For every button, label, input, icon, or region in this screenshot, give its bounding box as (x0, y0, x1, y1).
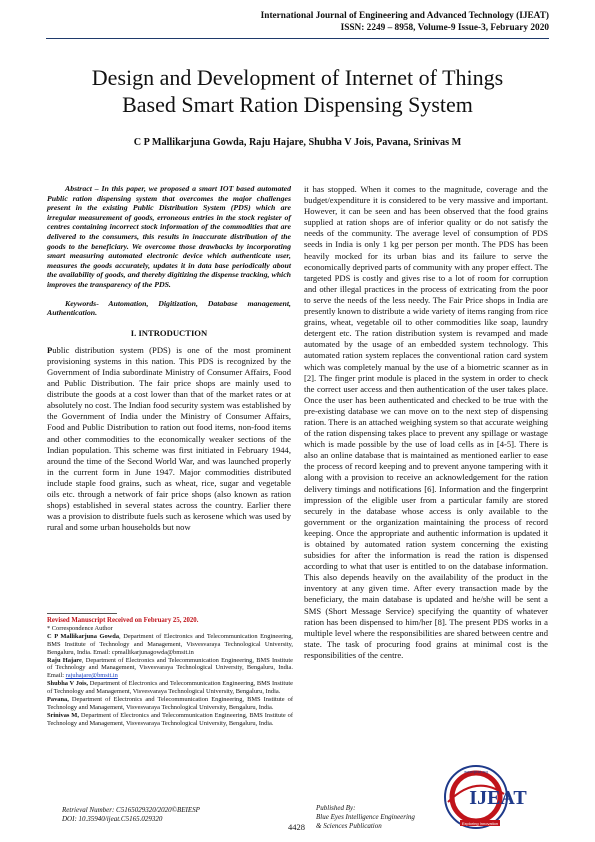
author-affiliation-5: Srinivas M, Department of Electronics and Telecommunication Engineering, BMS Institute of Technology and Management, Visvesvaraya Technological University, Bengaluru, India. (47, 711, 293, 727)
left-column (47, 184, 291, 533)
revised-date: Revised Manuscript Received on February 25, 2020. (47, 617, 199, 624)
svg-text:IJEAT: IJEAT (469, 787, 527, 809)
journal-name: International Journal of Engineering and Advanced Technology (IJEAT) (260, 11, 549, 21)
publisher-name: Blue Eyes Intelligence Engineering (316, 813, 415, 821)
publisher-name-2: & Sciences Publication (316, 822, 382, 830)
correspondence-note: * Correspondence Author (47, 624, 113, 632)
journal-issn: ISSN: 2249 – 8958, Volume-9 Issue-3, February 2020 (340, 23, 549, 33)
footnote-block (47, 617, 293, 728)
paper-title (46, 64, 549, 118)
author-affiliation-1: C P Mallikarjuna Gowda, Department of Electronics and Telecommunication Engineering, BMS Institute of Technology and Management, Visvesvaraya Technological University, Bengaluru, India. Email: cpmallikarjunagowda@bmsit.in (47, 632, 293, 656)
abstract: Abstract – In this paper, we proposed a smart IOT based automated Public ration dispensing system that overcomes the major challenges present in the existing Public Distribution System (PDS) which are irregular measurement of goods, erroneous entries in the stock register of centres containing incorrect stock information of the commodities that are delivered to the consumers, this results in inaccurate distribution of the goods to the beneficiary. We overcome those drawbacks by incorporating smart measuring automated electronic device which authenticate user, measures the goods accurately, updates it in data base periodically about the availability of goods, and thereby digitizing the dispense tracking, which improves the transparency of the PDS. (47, 184, 291, 289)
footnote-rule (47, 613, 117, 614)
author-affiliation-2: Raju Hajare, Department of Electronics and Telecommunication Engineering, BMS Institute of Technology and Management, Visvesvaraya Technological University, Bengaluru, India. Email: rajuhajare@bmsit.in (47, 656, 293, 680)
intro-paragraph-right: it has stopped. When it comes to the magnitude, coverage and the budget/expenditure it is considered to be very massive and important. However, it can be seen and has been observed that the food grains supplied at ration shops are of inferior quality or do not satisfy the needs of the community. The average level of consumption of PDS seeds in India is only 1 kg per person per month. The PDS has been heavily mocked for its urban bias and its failure to serve the economically deprived parts of community with any proper effect. The targeted PDS is costly and gives rise to a lot of room for corruption and other illegal practices in the process of extricating from the poor to serve the needs of the less needy. The Fair Price shops in India are presently known to distribute a wide variety of items ranging from rice grains, wheat, vegetable oil to other commodities like soap, laundry detergent etc. The ration distribution system is revamped and made automated by the usage of an embedded system technology. This automated ration system replaces the conventional ration card system which was completely manual by the use of a biometric scanner as in [2]. The finger print module is placed in the system in order to check the correct user access and then authentication of the user takes place. Once the user has been authenticated and checked to be true with the pre-existing database we can move on to the next step of dispensing ration. There is an attached weighing system so that accurate weighing of the ration dispensing takes place to prevent any spillage or wastage which is made possible by the use of load cells as in [4-5]. There is also an online database that is maintained as mentioned earlier to ease the process of record keeping and to prevent anyone tampering with it along with a provision to receive an acknowledgement for the ration delivery timings and notifications [6]. Information and the fingerprint impression of the eligible user from a particular family are stored securely in the database whose access is only available to the government or the organization maintaining the process of record keeping. Once the appropriate and authentic information is updated it is obtained by automated ration system concerning the existing subsidies for after the information is read the ration is dispensed according to what that user is entitled to on the database information. This also depends heavily on the availability of the product in the inventory at any given time. After every transaction made by the beneficiary, the main database is updated and he/she will be sent a SMS (Short Message Service) specifying the quantity of whatever ration has been dispensed to him/her [8]. The present PDS works in a multiple level where the responsibilities are shared between centre and state. The task of procuring food grains at minimal cost is the responsibilities of the centre. (304, 184, 548, 660)
keywords: Keywords- Automation, Digitization, Database management, Authentication. (47, 298, 291, 318)
publisher-label: Published By: (316, 804, 356, 812)
footer-publisher (316, 804, 415, 831)
author-affiliation-4: Pavana, Department of Electronics and Telecommunication Engineering, BMS Institute of Technology and Management, Visvesvaraya Technological University, Bengaluru, India. (47, 696, 293, 711)
author-affiliation-3: Shubha V Jois, Department of Electronics and Telecommunication Engineering, BMS Institute of Technology and Management, Visvesvaraya Technological University, Bengaluru, India. (47, 680, 294, 696)
header-rule (46, 38, 549, 39)
retrieval-number: Retrieval Number: C5165029320/2020©BEIESP (62, 806, 200, 814)
svg-text:www.ijeat.org: www.ijeat.org (464, 769, 488, 774)
section-heading-introduction: I. INTRODUCTION (130, 327, 208, 338)
doi: DOI: 10.35940/ijeat.C5165.029320 (62, 815, 163, 823)
right-column (304, 184, 548, 661)
page-number: 4428 (288, 822, 305, 832)
author-list: C P Mallikarjuna Gowda, Raju Hajare, Shubha V Jois, Pavana, Srinivas M (133, 137, 462, 148)
title-line-2: Based Smart Ration Dispensing System (122, 92, 473, 117)
intro-paragraph-left: Public distribution system (PDS) is one of the most prominent provisioning systems in this nation. This PDS is recognized by the Government of India subordinate Ministry of Consumer Affairs, Food and Public Distribution. The fair price shops are mainly used to distribute the goods at a cost lower than that of the market rates or at absolutely no cost. The Indian food security system was established by the Government of India under the Ministry of Consumer Affairs, Food and Public Distribution to ration out food items, non-food items and other commodities to the economically weaker sections of the Indian population. This scheme was first initiated in February 1944, around the time of the Second World War, and was launched properly in the current form in June 1947. Major commodities distributed include staple food grains, such as wheat, rice, sugar and vegetable oils etc. through a network of fair price shops (also known as ration shops) established in several states across the country. Earlier there was a provision to distribute fuels such as kerosene which was used by rural and some urban households but now (47, 344, 291, 533)
ijeat-logo-icon (438, 764, 548, 830)
svg-text:Exploring Innovation: Exploring Innovation (461, 821, 499, 826)
email-link[interactable]: rajuhajare@bmsit.in (65, 672, 118, 680)
title-line-1: Design and Development of Internet of Things (91, 65, 504, 90)
journal-header (261, 10, 549, 34)
footer-left (62, 806, 200, 824)
